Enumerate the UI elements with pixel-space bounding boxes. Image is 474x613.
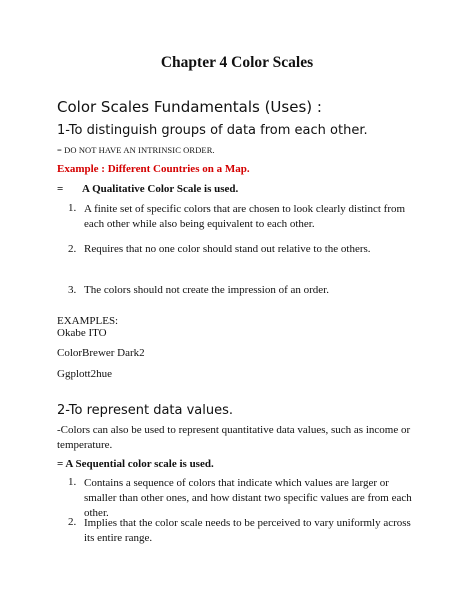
list-item-number: 1. xyxy=(68,476,77,488)
main-heading: Color Scales Fundamentals (Uses) : xyxy=(57,98,322,116)
list-item-number: 1. xyxy=(68,202,77,214)
example-item: Ggplott2hue xyxy=(57,368,112,380)
list-item-text: The colors should not create the impression of an order. xyxy=(84,284,329,296)
list-item-text: A finite set of specific colors that are chosen to look clearly distinct from each other while also being equivalent to each other. xyxy=(84,203,406,230)
list-item-number: 2. xyxy=(68,516,77,528)
list-item-text: Requires that no one color should stand out relative to the others. xyxy=(84,243,371,255)
section1-note: = DO NOT HAVE AN INTRINSIC ORDER. xyxy=(57,145,215,155)
list-item-number: 2. xyxy=(68,243,77,255)
section2-statement: = A Sequential color scale is used. xyxy=(57,458,214,470)
section1-statement: A Qualitative Color Scale is used. xyxy=(82,183,239,195)
list-item-number: 3. xyxy=(68,284,77,296)
section2-heading: 2-To represent data values. xyxy=(57,403,234,418)
examples-label: EXAMPLES: xyxy=(57,315,119,327)
list-item-text: Contains a sequence of colors that indicate which values are larger or smaller than other ones, and how distant two specific values are from each other. xyxy=(84,477,412,519)
page-title: Chapter 4 Color Scales xyxy=(160,54,314,71)
example-item: Okabe ITO xyxy=(57,327,107,339)
section2-intro: -Colors can also be used to represent quantitative data values, such as income or temperature. xyxy=(57,424,411,451)
section1-example: Example : Different Countries on a Map. xyxy=(57,163,250,175)
section1-heading: 1-To distinguish groups of data from each other. xyxy=(57,123,368,138)
section1-eq-sign: = xyxy=(57,183,64,195)
list-item-text: Implies that the color scale needs to be perceived to vary uniformly across its entire range. xyxy=(84,517,411,544)
example-item: ColorBrewer Dark2 xyxy=(57,347,145,359)
